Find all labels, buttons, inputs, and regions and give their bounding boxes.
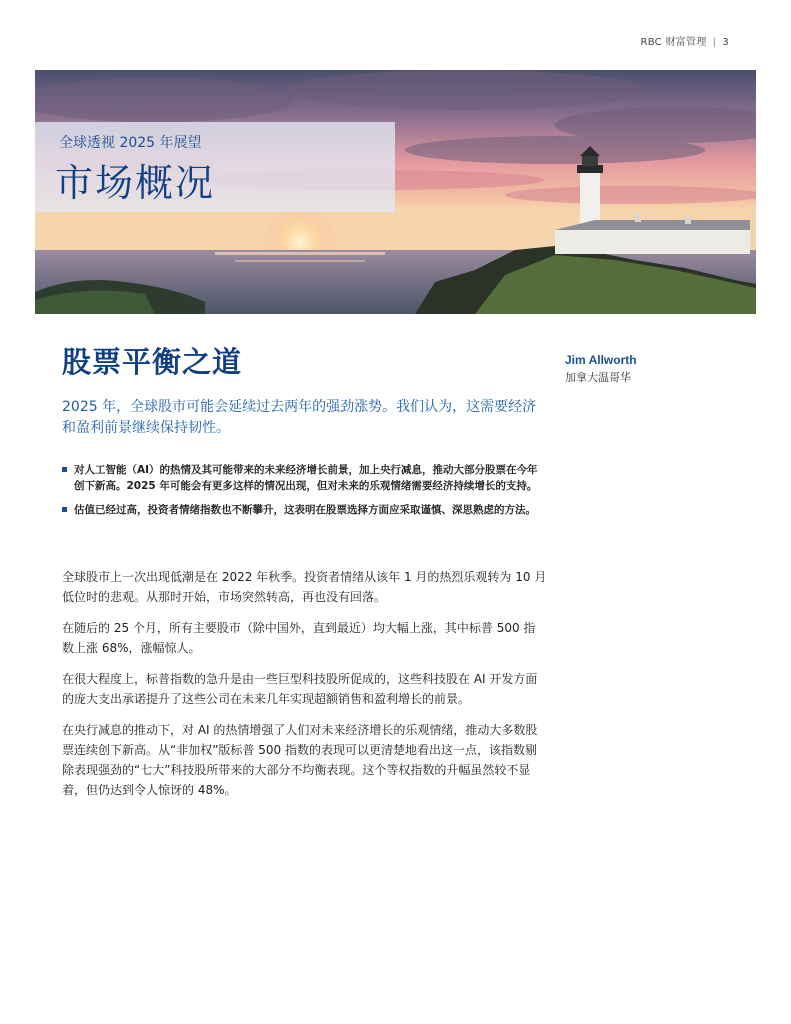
key-points-list — [62, 462, 547, 526]
key-point-text: 估值已经过高，投资者情绪指数也不断攀升，这表明在股票选择方面应采取谨慎、深思熟虑的方法。 — [74, 504, 536, 516]
hero-title-box — [35, 122, 395, 212]
author-location: 加拿大温哥华 — [565, 371, 631, 384]
hero-kicker: 全球透视 2025 年展望 — [59, 135, 202, 151]
body-paragraph: 全球股市上一次出现低潮是在 2022 年秋季。投资者情绪从该年 1 月的热烈乐观转为 10 月低位时的悲观。从那时开始，市场突然转高，再也没有回落。 — [62, 570, 547, 604]
brand-label: RBC 财富管理 — [640, 37, 707, 48]
author-block — [565, 353, 637, 385]
article-lede: 2025 年，全球股市可能会延续过去两年的强劲涨势。我们认为，这需要经济和盈利前景继续保持韧性。 — [62, 399, 537, 436]
page-number: 3 — [722, 37, 729, 48]
article-title: 股票平衡之道 — [62, 345, 243, 379]
article-body — [62, 567, 547, 811]
key-point-text: 对人工智能（AI）的热情及其可能带来的未来经济增长前景，加上央行减息，推动大部分股票在今年创下新高。2025 年可能会有更多这样的情况出现，但对未来的乐观情绪需要经济持续增长的支持。 — [74, 464, 538, 492]
body-paragraph: 在很大程度上，标普指数的急升是由一些巨型科技股所促成的，这些科技股在 AI 开发方面的庞大支出承诺提升了这些公司在未来几年实现超额销售和盈利增长的前景。 — [62, 672, 538, 706]
bullet-square-icon — [62, 467, 67, 472]
bullet-square-icon — [62, 507, 67, 512]
page-header — [640, 33, 729, 48]
hero-banner — [35, 70, 756, 314]
key-point — [62, 462, 547, 494]
body-paragraph: 在央行减息的推动下，对 AI 的热情增强了人们对未来经济增长的乐观情绪，推动大多数股票连续创下新高。从“非加权”版标普 500 指数的表现可以更清楚地看出这一点，该指数剔除表现强劲的“七大”科技股所带来的大部分不均衡表现。这个等权指数的升幅虽然较不显着，但仍达到令人惊讶的 48%。 — [62, 723, 538, 797]
key-point — [62, 502, 547, 518]
header-separator: | — [712, 37, 717, 48]
hero-title: 市场概况 — [55, 161, 216, 205]
author-name: Jim Allworth — [565, 353, 637, 367]
body-paragraph: 在随后的 25 个月，所有主要股市（除中国外，直到最近）均大幅上涨，其中标普 500 指数上涨 68%，涨幅惊人。 — [62, 621, 536, 655]
